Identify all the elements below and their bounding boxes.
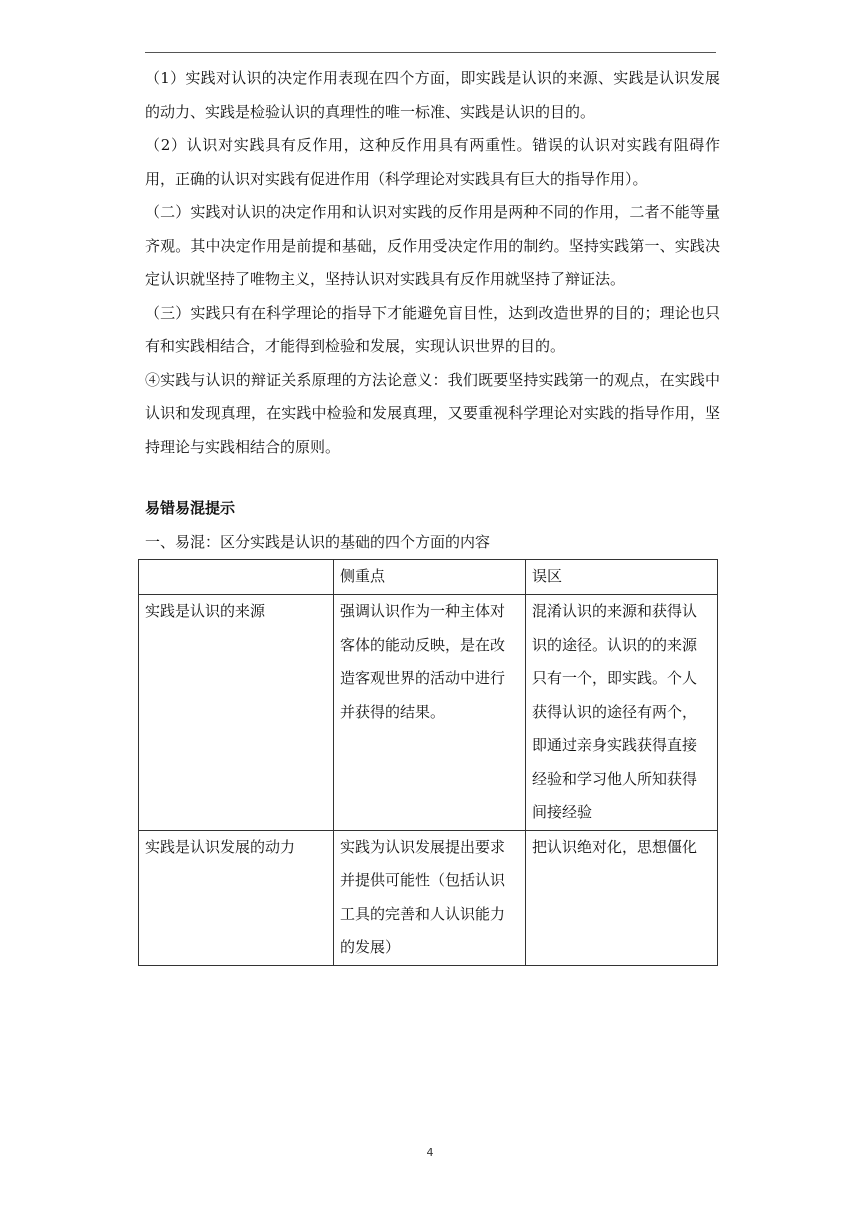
section-title: 易错易混提示 [145,499,236,517]
table-header-row [139,560,718,595]
table-row [139,595,718,831]
table-row [139,830,718,965]
paragraph-2: （2）认识对实践具有反作用，这种反作用具有两重性。错误的认识对实践有阻碍作用，正确的认识对实践有促进作用（科学理论对实践具有巨大的指导作用）。 [145,136,720,188]
document-body [145,62,720,966]
table-cell: 把认识绝对化，思想僵化 [526,830,718,965]
header-rule [145,52,716,53]
paragraph-3: （二）实践对认识的决定作用和认识对实践的反作用是两种不同的作用，二者不能等量齐观。其中决定作用是前提和基础，反作用受决定作用的制约。坚持实践第一、实践决定认识就坚持了唯物主义，坚持认识对实践具有反作用就坚持了辩证法。 [145,203,720,288]
paragraph-4: （三）实践只有在科学理论的指导下才能避免盲目性，达到改造世界的目的；理论也只有和实践相结合，才能得到检验和发展，实现认识世界的目的。 [145,303,720,355]
table-cell: 混淆认识的来源和获得认识的途径。认识的的来源只有一个，即实践。个人获得认识的途径有两个，即通过亲身实践获得直接经验和学习他人所知获得间接经验 [526,595,718,831]
table-cell: 实践是认识发展的动力 [139,830,334,965]
section-subtitle: 一、易混：区分实践是认识的基础的四个方面的内容 [145,532,491,551]
table-cell: 实践是认识的来源 [139,595,334,831]
table-header-cell [139,560,334,595]
comparison-table [138,559,718,966]
paragraph-1: （1）实践对认识的决定作用表现在四个方面，即实践是认识的来源、实践是认识发展的动力、实践是检验认识的真理性的唯一标准、实践是认识的目的。 [145,69,720,121]
table-header-cell: 误区 [526,560,718,595]
table-cell: 实践为认识发展提出要求并提供可能性（包括认识工具的完善和人认识能力的发展） [334,830,526,965]
page-number: 4 [426,1146,434,1159]
table-header-cell: 侧重点 [334,560,526,595]
paragraph-5: ④实践与认识的辩证关系原理的方法论意义：我们既要坚持实践第一的观点，在实践中认识和发现真理，在实践中检验和发展真理，又要重视科学理论对实践的指导作用，坚持理论与实践相结合的原则。 [145,370,720,456]
table-cell: 强调认识作为一种主体对客体的能动反映，是在改造客观世界的活动中进行并获得的结果。 [334,595,526,831]
